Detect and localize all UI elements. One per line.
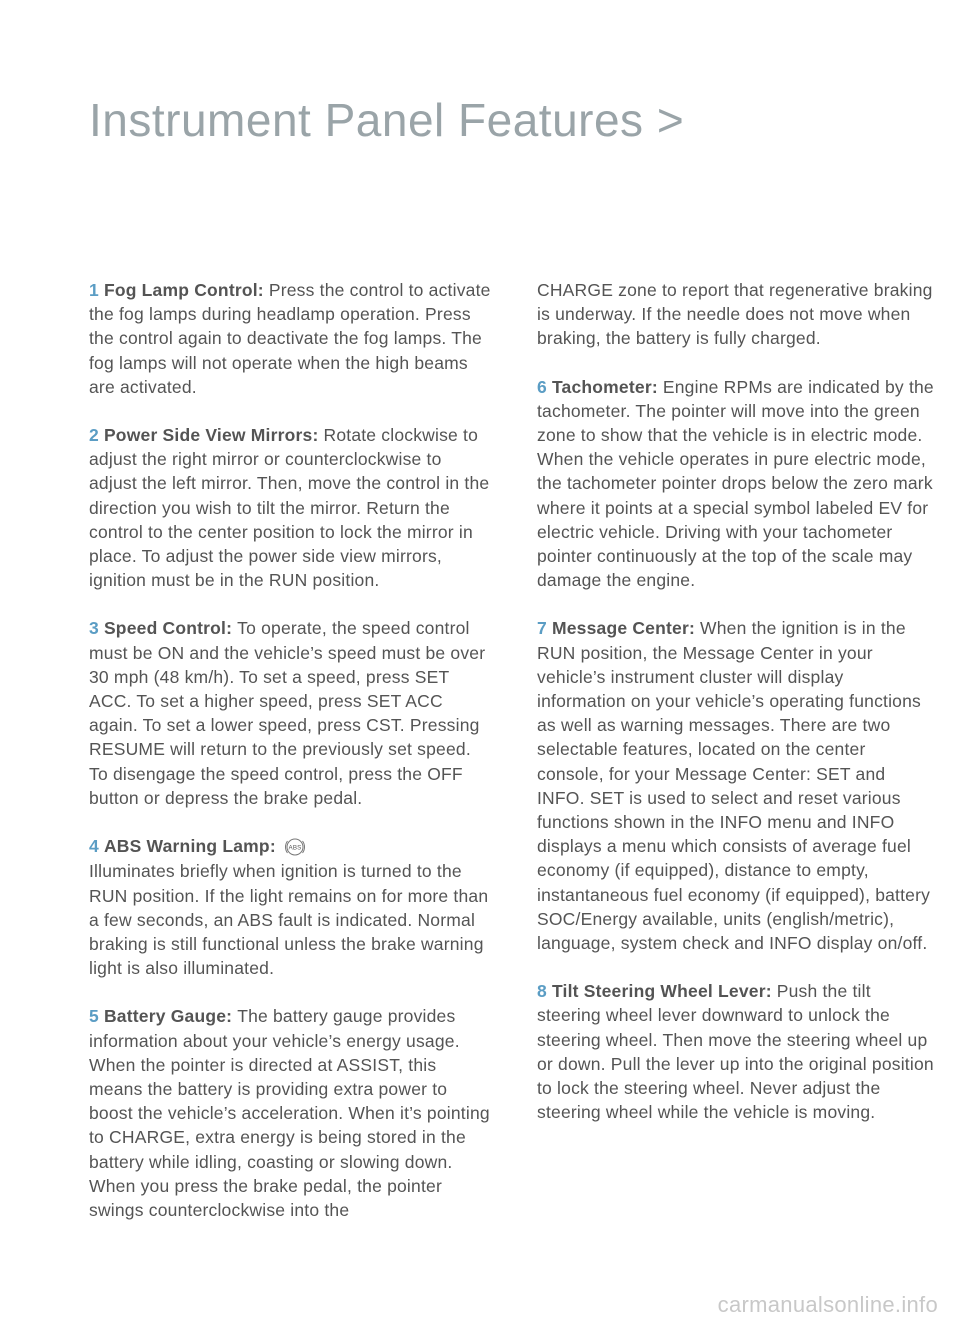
left-column <box>89 278 493 1246</box>
item-number: 3 <box>89 618 99 639</box>
battery-gauge-continuation: CHARGE zone to report that regenerative braking is underway. If the needle does not move when braking, the battery is fully charged. <box>537 280 933 349</box>
item-body: Rotate clockwise to adjust the right mirror or counterclockwise to adjust the left mirror. Then, move the control in the direction you wish to tilt the mirror. Return the control to the center position to lock the mirror in place. To adjust the power side view mirrors, ignition must be in the RUN position. <box>89 425 490 591</box>
item-number: 4 <box>89 836 99 857</box>
item-heading: Power Side View Mirrors: <box>103 425 319 446</box>
item-number: 2 <box>89 425 99 446</box>
item-body: Engine RPMs are indicated by the tachometer. The pointer will move into the green zone to show that the vehicle is in electric mode. When the vehicle operates in pure electric mode, the tachometer pointer drops below the zero mark where it points at a special symbol labeled EV for electric vehicle. Driving with your tachometer pointer continuously at the top of the scale may damage the engine. <box>537 376 934 591</box>
abs-warning-icon <box>283 835 307 859</box>
feature-item-tachometer <box>537 375 937 593</box>
item-number: 5 <box>89 1006 99 1027</box>
item-body: Press the control to activate the fog lamps during headlamp operation. Press the control again to deactivate the fog lamps. The fog lamps will not operate when the high beams are activated. <box>89 280 491 397</box>
feature-item-message-center <box>537 616 937 955</box>
feature-item-tilt-steering <box>537 979 937 1124</box>
item-heading: Speed Control: <box>103 618 233 639</box>
page-title: Instrument Panel Features > <box>89 94 685 146</box>
item-number: 7 <box>537 618 547 639</box>
abs-icon-label: ABS <box>288 844 302 852</box>
item-body: Illuminates briefly when ignition is turned to the RUN position. If the light remains on for more than a few seconds, an ABS fault is indicated. Normal braking is still functional unless the brake warning light is also illuminated. <box>89 861 489 979</box>
item-heading: Battery Gauge: <box>103 1006 233 1027</box>
item-heading: Message Center: <box>551 618 695 639</box>
item-heading: Tilt Steering Wheel Lever: <box>551 981 772 1002</box>
item-body: When the ignition is in the RUN position, the Message Center in your vehicle’s instrument cluster will display information on your vehicle’s operating functions as well as warning messages. There are two selectable features, located on the center console, for your Message Center: SET and INFO. SET is used to select and reset various functions shown in the INFO menu and INFO displays a menu which consists of average fuel economy (if equipped), distance to empty, instantaneous fuel economy (if equipped), battery SOC/Energy available, units (english/metric), language, system check and INFO display on/off. <box>537 618 931 954</box>
feature-item-abs <box>89 834 493 980</box>
feature-item-fog-lamp <box>89 278 493 399</box>
right-column <box>537 278 937 1149</box>
feature-item-battery-gauge <box>89 1004 493 1222</box>
item-body: To operate, the speed control must be ON and the vehicle’s speed must be over 30 mph (48 km/h). To set a speed, press SET ACC. To set a higher speed, press SET ACC again. To set a lower speed, press CST. Pressing RESUME will return to the previously set speed. To disengage the speed control, press the OFF button or depress the brake pedal. <box>89 618 486 808</box>
item-body: The battery gauge provides information about your vehicle’s energy usage. When the pointer is directed at ASSIST, this means the battery is providing extra power to boost the vehicle’s acceleration. When it’s pointing to CHARGE, extra energy is being stored in the battery while idling, coasting or slowing down. When you press the brake pedal, the pointer swings counterclockwise into the <box>89 1006 490 1221</box>
item-number: 8 <box>537 981 547 1002</box>
item-heading: Tachometer: <box>551 376 658 397</box>
item-number: 1 <box>89 280 99 300</box>
feature-item-speed-control <box>89 616 493 810</box>
watermark: carmanualsonline.info <box>717 1292 938 1317</box>
item-heading: ABS Warning Lamp: <box>103 836 276 857</box>
item-heading: Fog Lamp Control: <box>103 280 264 300</box>
item-number: 6 <box>537 376 547 397</box>
feature-item-mirrors <box>89 423 493 592</box>
item-body: Push the tilt steering wheel lever downward to unlock the steering wheel. Then move the steering wheel up or down. Pull the lever up into the original position to lock the steering wheel. Never adjust the steering wheel while the vehicle is moving. <box>537 981 934 1123</box>
